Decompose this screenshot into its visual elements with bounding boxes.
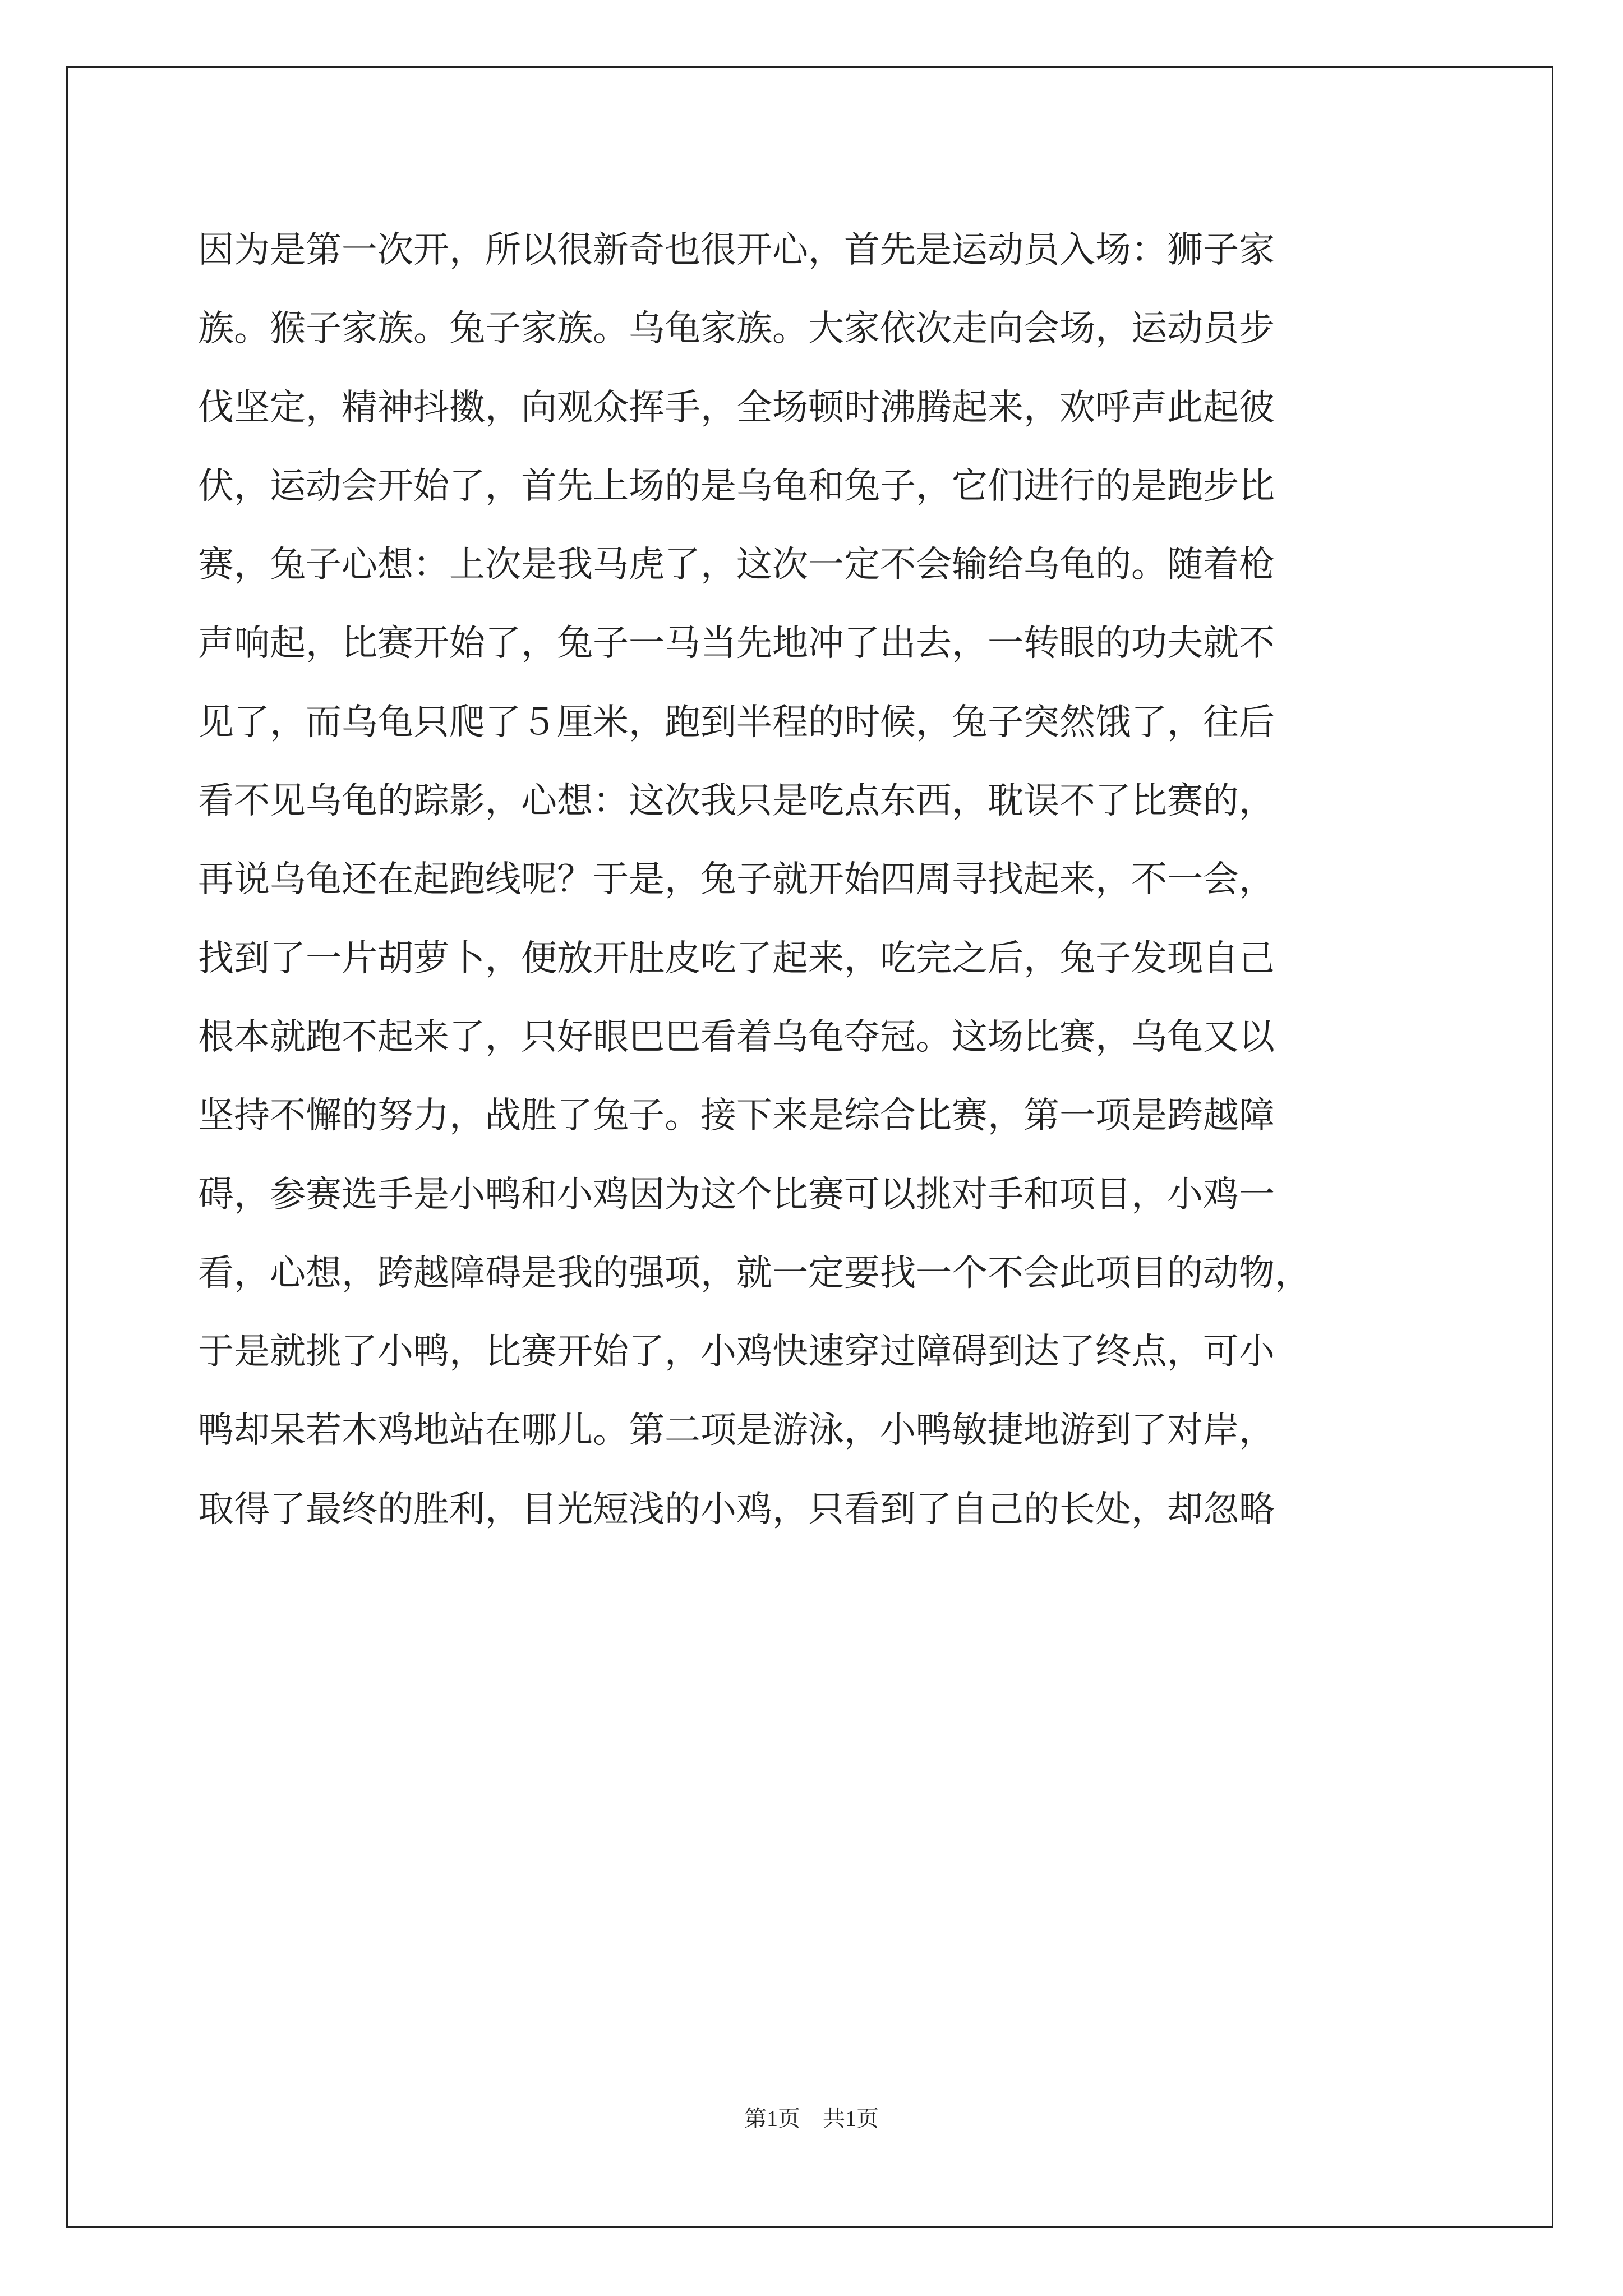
text-line: 伏，运动会开始了，首先上场的是乌龟和兔子，它们进行的是跑步比: [198, 465, 1275, 507]
text-line: 坚持不懈的努力，战胜了兔子。接下来是综合比赛，第一项是跨越障: [198, 1095, 1275, 1137]
text-line: 赛，兔子心想：上次是我马虎了，这次一定不会输给乌龟的。随着枪: [198, 544, 1275, 586]
text-line: 因为是第一次开，所以很新奇也很开心，首先是运动员入场：狮子家: [198, 229, 1275, 271]
text-line: 根本就跑不起来了，只好眼巴巴看着乌龟夺冠。这场比赛，乌龟又以: [198, 1016, 1275, 1058]
text-line: 伐坚定，精神抖擞，向观众挥手，全场顿时沸腾起来，欢呼声此起彼: [198, 386, 1275, 429]
text-line: 看不见乌龟的踪影，心想：这次我只是吃点东西，耽误不了比赛的，: [198, 780, 1275, 822]
text-line: 见了，而乌龟只爬了５厘米，跑到半程的时候，兔子突然饿了，往后: [198, 701, 1275, 743]
text-line: 取得了最终的胜利，目光短浅的小鸡，只看到了自己的长处，却忽略: [198, 1488, 1275, 1530]
document-body: [198, 211, 1454, 1549]
text-line: 看，心想，跨越障碍是我的强项，就一定要找一个不会此项目的动物，: [198, 1252, 1311, 1294]
text-line: 声响起，比赛开始了，兔子一马当先地冲了出去，一转眼的功夫就不: [198, 623, 1275, 665]
text-line: 再说乌龟还在起跑线呢？于是，兔子就开始四周寻找起来，不一会，: [198, 859, 1275, 901]
page-number-footer: 第1页 共1页: [744, 2106, 879, 2131]
text-line: 找到了一片胡萝卜，便放开肚皮吃了起来，吃完之后，兔子发现自己: [198, 937, 1275, 979]
text-line: 族。猴子家族。兔子家族。乌龟家族。大家依次走向会场，运动员步: [198, 308, 1275, 350]
text-line: 于是就挑了小鸭，比赛开始了，小鸡快速穿过障碍到达了终点，可小: [198, 1331, 1275, 1373]
text-line: 碍，参赛选手是小鸭和小鸡因为这个比赛可以挑对手和项目，小鸡一: [198, 1174, 1275, 1216]
text-line: 鸭却呆若木鸡地站在哪儿。第二项是游泳，小鸭敏捷地游到了对岸，: [198, 1410, 1275, 1452]
